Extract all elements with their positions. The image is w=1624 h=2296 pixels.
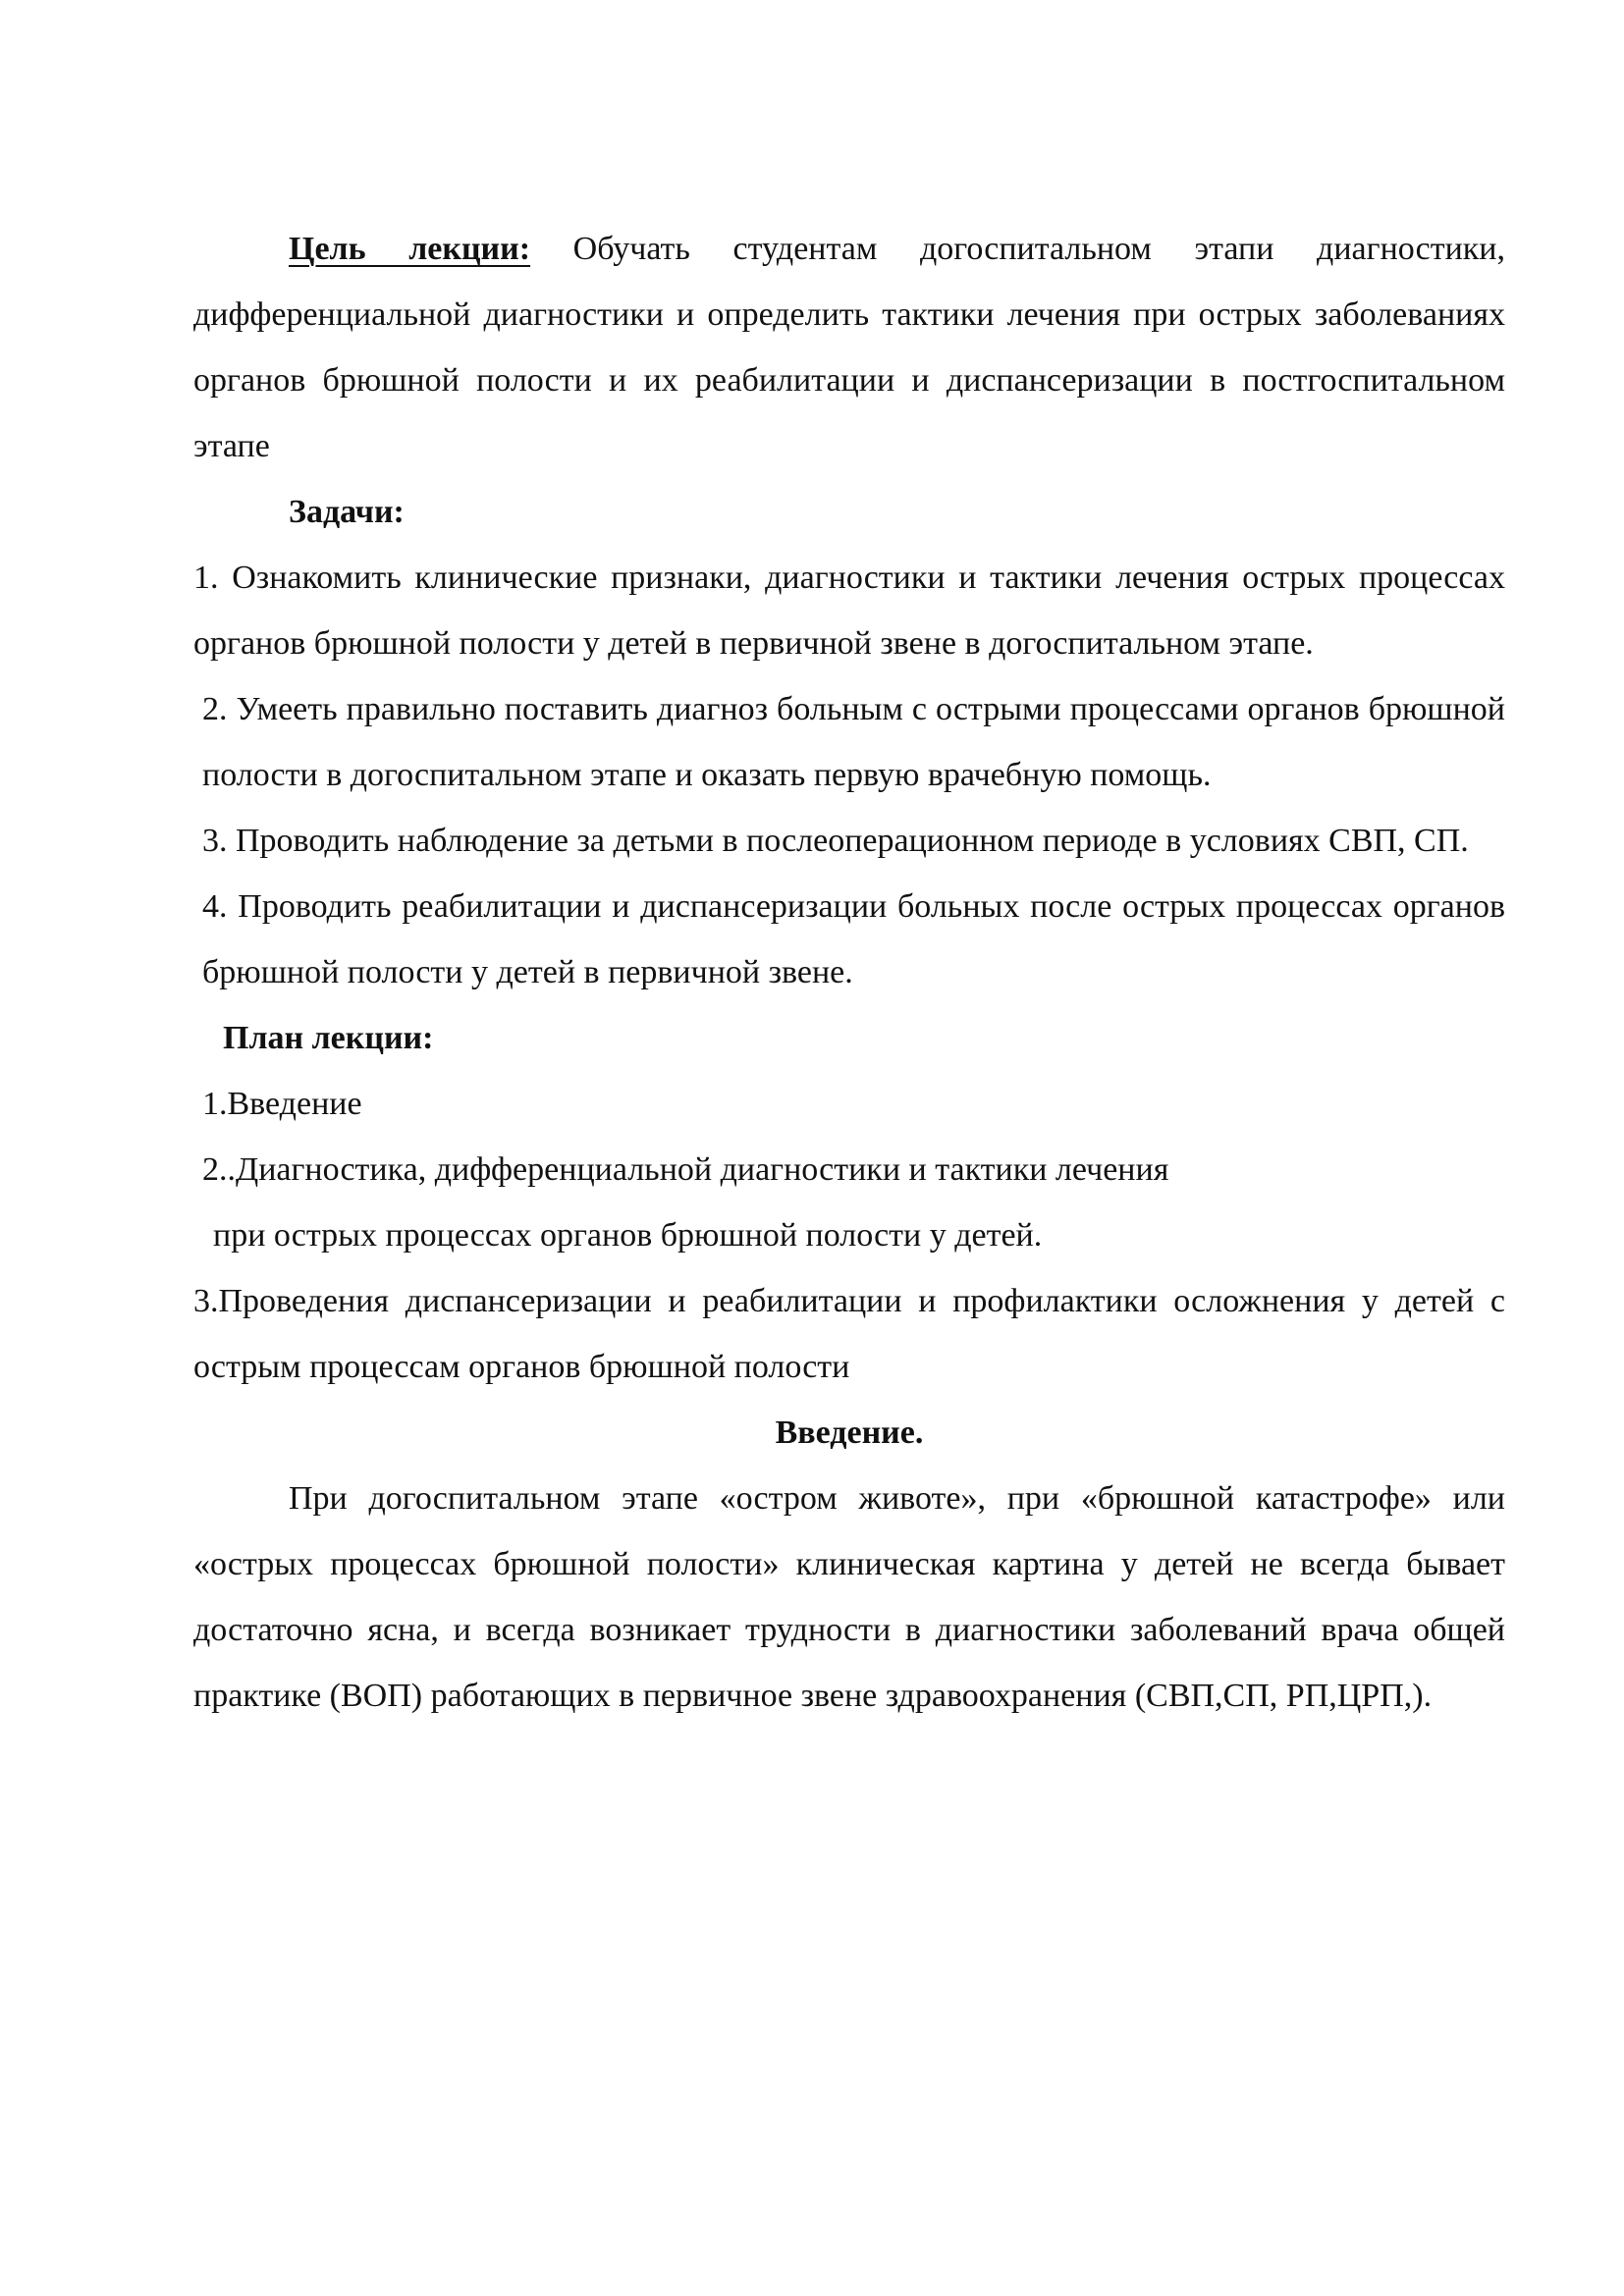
task-item-3: 3. Проводить наблюдение за детьми в послеоперационном периоде в условиях СВП, СП. xyxy=(202,823,1469,859)
task-item-1: 1. Ознакомить клинические признаки, диагностики и тактики лечения острых процессах органов брюшной полости у детей в первичной звене в догоспитальном этапе. xyxy=(193,560,1505,662)
plan-heading: План лекции: xyxy=(223,1020,434,1056)
plan-item-3: 3.Проведения диспансеризации и реабилитации и профилактики осложнения у детей с острым процессам органов брюшной полости xyxy=(193,1283,1505,1385)
intro-heading: Введение. xyxy=(775,1415,924,1451)
task-item-4: 4. Проводить реабилитации и диспансеризации больных после острых процессах органов брюшной полости у детей в первичной звене. xyxy=(202,888,1505,990)
tasks-heading: Задачи: xyxy=(289,494,405,530)
plan-item-2-line-2: при острых процессах органов брюшной полости у детей. xyxy=(213,1217,1043,1254)
lecture-goal-text: Обучать студентам догоспитальном этапи диагностики, дифференциальной диагностики и определить тактики лечения при острых заболеваниях органов брюшной полости и их реабилитации и диспансеризации в постгоспитальном этапе xyxy=(193,231,1505,464)
plan-item-2-line-1: 2..Диагностика, дифференциальной диагностики и тактики лечения xyxy=(202,1151,1169,1188)
lecture-goal-paragraph xyxy=(193,216,1505,479)
plan-item-1: 1.Введение xyxy=(202,1086,362,1122)
document-body xyxy=(193,216,1505,1729)
intro-paragraph: При догоспитальном этапе «остром животе», при «брюшной катастрофе» или «острых процессах брюшной полости» клиническая картина у детей не всегда бывает достаточно ясна, и всегда возникает трудности в диагностики заболеваний врача общей практике (ВОП) работающих в первичное звене здравоохранения (СВП,СП, РП,ЦРП,). xyxy=(193,1480,1505,1714)
task-item-2: 2. Умеeть правильно поставить диагноз больным с острыми процессами органов брюшной полости в догоспитальном этапе и оказать первую врачебную помощь. xyxy=(202,691,1505,793)
lecture-goal-label: Цель лекции: xyxy=(289,231,531,267)
